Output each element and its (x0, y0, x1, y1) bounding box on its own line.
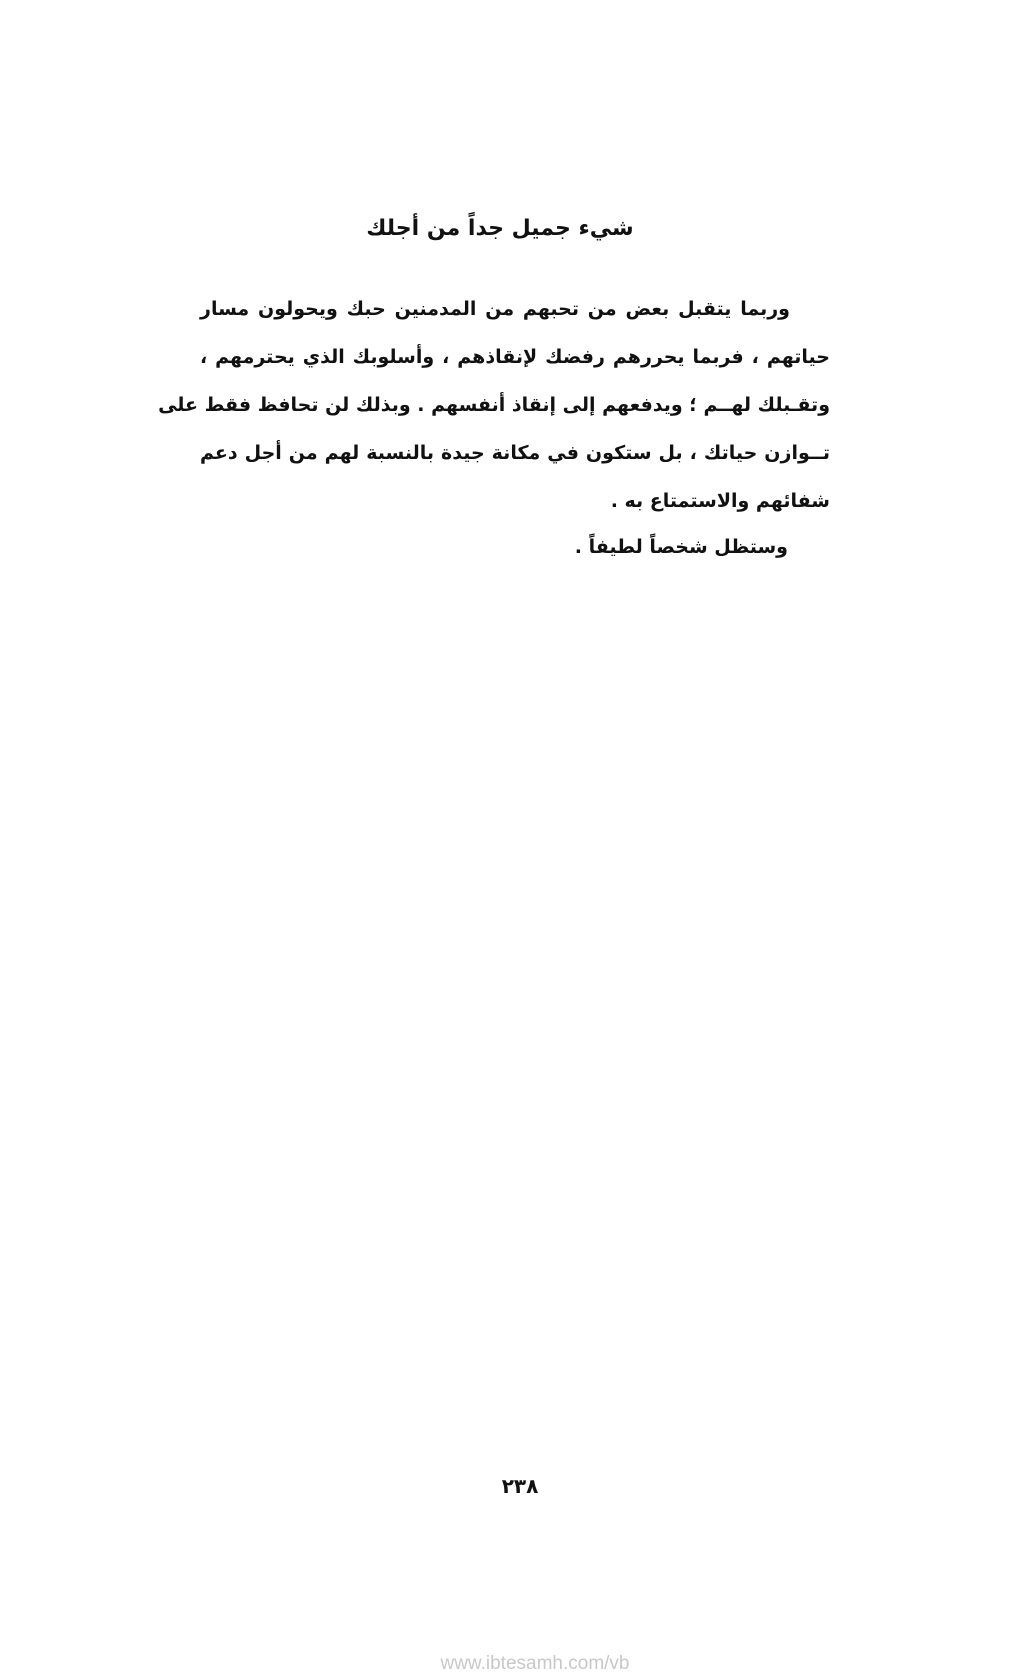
body-paragraph (158, 285, 830, 569)
paragraph-line-5: شفائهم والاستمتاع به . (610, 490, 830, 512)
paragraph-line-4: تــوازن حياتك ، بل ستكون في مكانة جيدة بالنسبة لهم من أجل دعم (200, 442, 830, 464)
watermark-url: www.ibtesamh.com/vb (440, 1653, 630, 1674)
closing-line: وستظل شخصاً لطيفاً . (574, 536, 788, 558)
page-number: ٢٣٨ (501, 1474, 539, 1498)
paragraph-line-1: وربما يتقبل بعض من تحبهم من المدمنين حبك ويحولون مسار (200, 298, 790, 320)
paragraph-line-2: حياتهم ، فربما يحررهم رفضك لإنقاذهم ، وأسلوبك الذي يحترمهم ، (200, 346, 830, 368)
paragraph-line-3: وتقـبلك لهــم ؛ ويدفعهم إلى إنقاذ أنفسهم . وبذلك لن تحافظ فقط على (158, 394, 830, 416)
section-title: شيء جميل جداً من أجلك (366, 216, 634, 241)
